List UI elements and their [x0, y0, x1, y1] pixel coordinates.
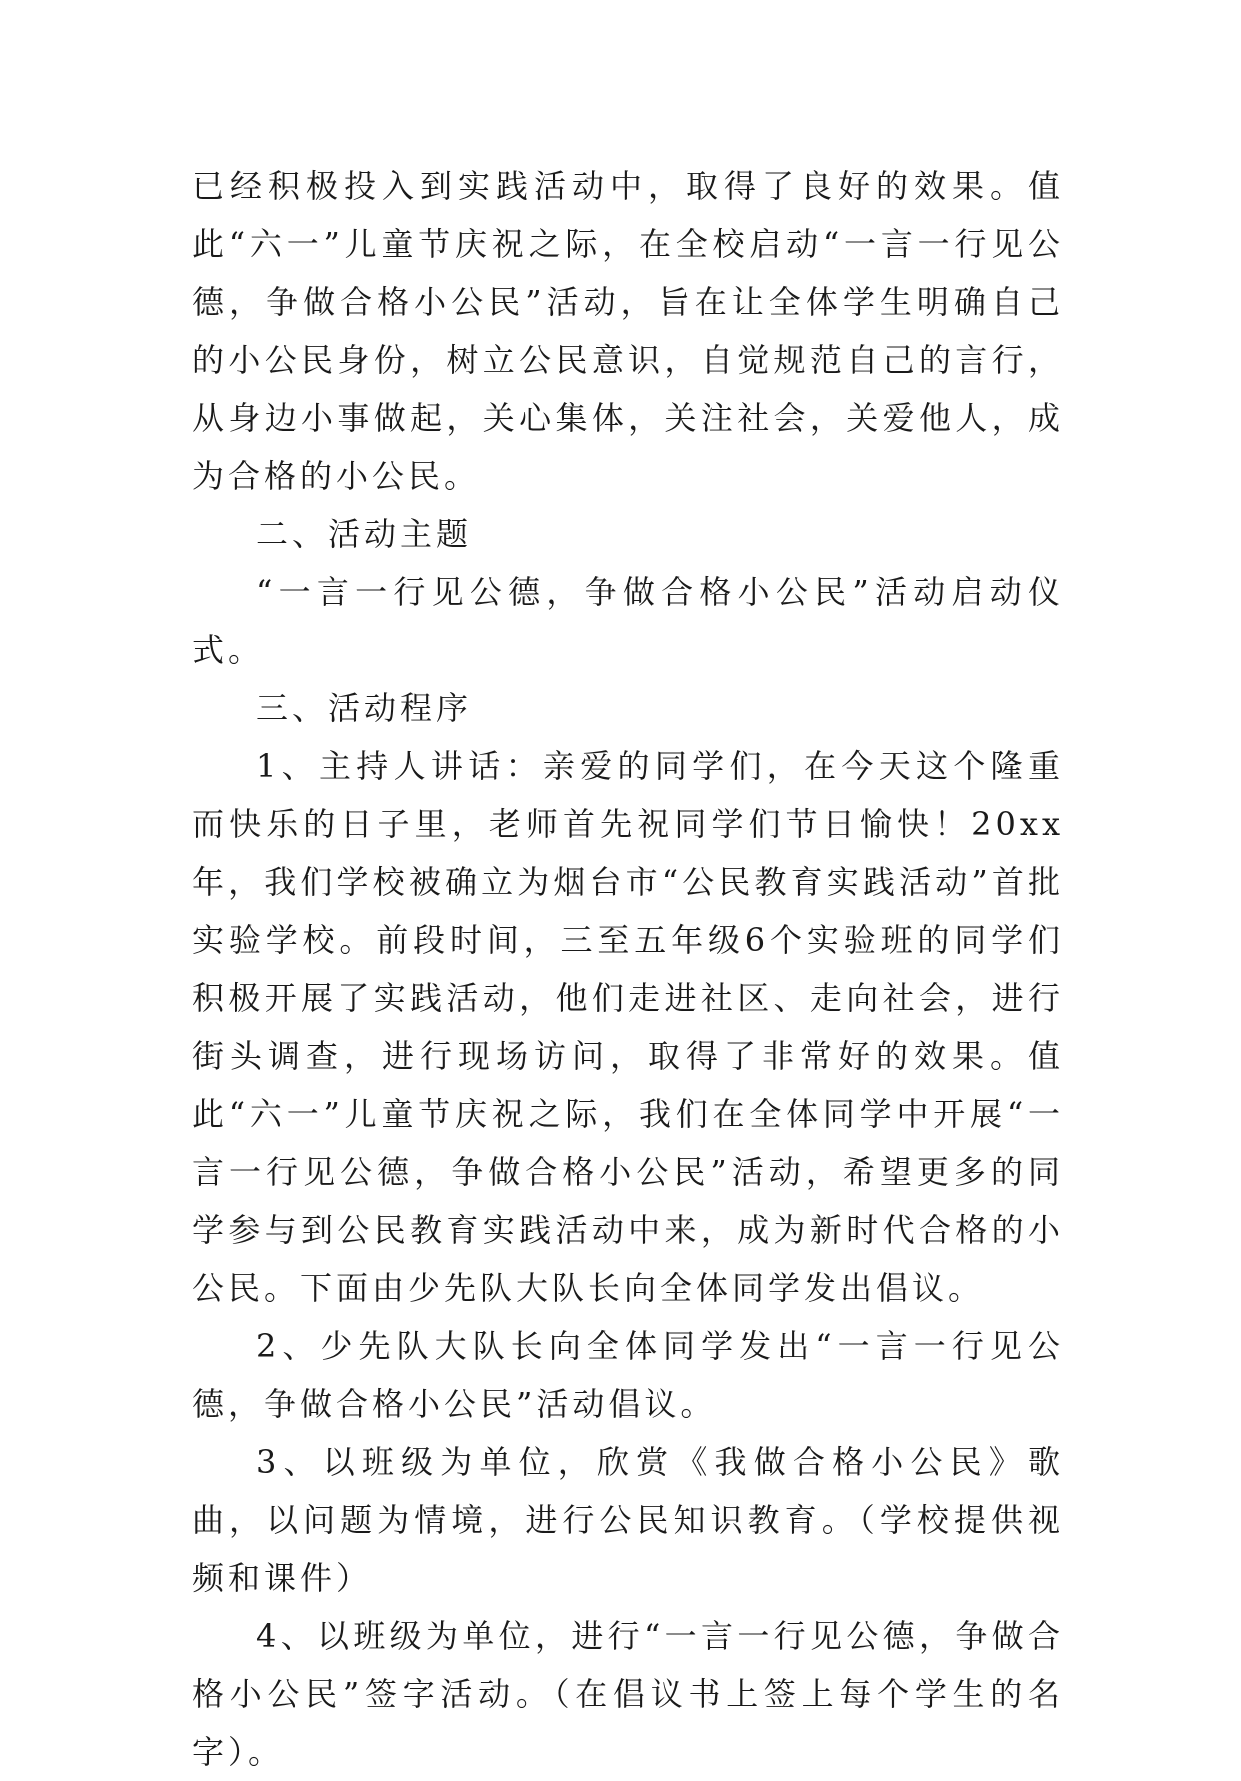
paragraph-step-3: 3、以班级为单位，欣赏《我做合格小公民》歌曲，以问题为情境，进行公民知识教育。（学校提供视频和课件）: [192, 1443, 1064, 1597]
paragraph-theme: “一言一行见公德，争做合格小公民”活动启动仪式。: [192, 573, 1064, 669]
paragraph-step-4: 4、以班级为单位，进行“一言一行见公德，争做合格小公民”签字活动。（在倡议书上签上每个学生的名字）。: [192, 1617, 1064, 1771]
document-body: [192, 157, 1064, 1781]
paragraph-step-1: 1、主持人讲话：亲爱的同学们，在今天这个隆重而快乐的日子里，老师首先祝同学们节日愉快！20xx年，我们学校被确立为烟台市“公民教育实践活动”首批实验学校。前段时间，三至五年级6个实验班的同学们积极开展了实践活动，他们走进社区、走向社会，进行街头调查，进行现场访问，取得了非常好的效果。值此“六一”儿童节庆祝之际，我们在全体同学中开展“一言一行见公德，争做合格小公民”活动，希望更多的同学参与到公民教育实践活动中来，成为新时代合格的小公民。下面由少先队大队长向全体同学发出倡议。: [192, 747, 1064, 1307]
paragraph-intro-continued: 已经积极投入到实践活动中，取得了良好的效果。值此“六一”儿童节庆祝之际，在全校启动“一言一行见公德，争做合格小公民”活动，旨在让全体学生明确自己的小公民身份，树立公民意识，自觉规范自己的言行，从身边小事做起，关心集体，关注社会，关爱他人，成为合格的小公民。: [192, 167, 1064, 495]
section-3-heading: 三、活动程序: [256, 689, 473, 727]
paragraph-step-2: 2、少先队大队长向全体同学发出“一言一行见公德，争做合格小公民”活动倡议。: [192, 1327, 1064, 1423]
section-2-heading: 二、活动主题: [256, 515, 473, 553]
